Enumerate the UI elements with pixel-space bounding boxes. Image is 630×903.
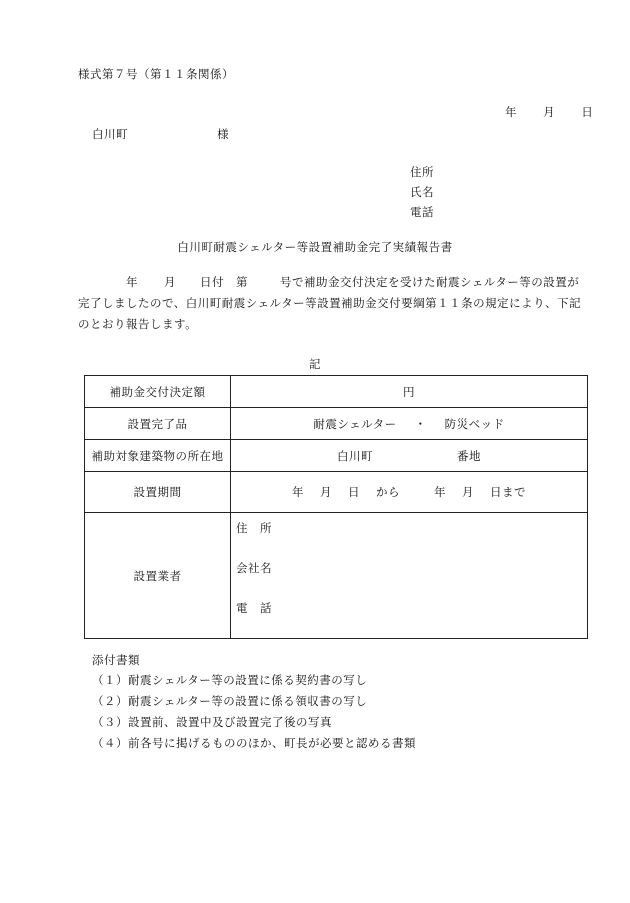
form-number: 様式第７号（第１１条関係）	[78, 67, 234, 81]
report-date	[505, 104, 593, 120]
body-line-1-rest: 号で補助金交付決定を受けた耐震シェルター等の設置が	[280, 275, 580, 289]
list-item: （３）設置前、設置中及び設置完了後の写真	[92, 715, 332, 729]
attachments-list	[92, 670, 416, 754]
table-row	[85, 513, 588, 639]
period-start-month: 月	[320, 485, 332, 499]
item-label: 設置完了品	[85, 408, 231, 440]
addressee-town: 白川町	[92, 127, 128, 141]
vendor-value	[231, 513, 588, 639]
period-end-day: 日まで	[490, 485, 526, 499]
item-value	[231, 408, 588, 440]
period-start-day: 日	[348, 485, 360, 499]
site-town: 白川町	[337, 448, 373, 463]
site-suffix: 番地	[457, 448, 481, 463]
table-row	[85, 440, 588, 472]
body-year: 年	[126, 275, 138, 289]
addressee-suffix: 様	[217, 127, 230, 141]
document-title: 白川町耐震シェルター等設置補助金完了実績報告書	[177, 240, 453, 254]
vendor-company-label: 会社名	[236, 561, 272, 575]
date-month-label: 月	[543, 105, 556, 119]
table-row	[85, 376, 588, 408]
body-line-3: のとおり報告します。	[78, 317, 198, 331]
applicant-block	[410, 162, 434, 222]
site-value	[231, 440, 588, 472]
period-value	[231, 472, 588, 513]
date-day-label: 日	[581, 105, 594, 119]
vendor-address-label: 住 所	[236, 521, 272, 535]
attachments-title: 添付書類	[92, 653, 140, 667]
body-line-2: 完了しましたので、白川町耐震シェルター等設置補助金交付要綱第１１条の規定により、下記	[78, 296, 582, 310]
period-end-month: 月	[462, 485, 474, 499]
period-start-year: 年	[292, 485, 304, 499]
applicant-name-label: 氏名	[410, 185, 434, 199]
applicant-address-label: 住所	[410, 165, 434, 179]
addressee	[92, 126, 229, 142]
table-row	[85, 408, 588, 440]
body-line-1	[78, 272, 593, 293]
list-item: （２）耐震シェルター等の設置に係る領収書の写し	[92, 694, 368, 708]
body-number-prefix: 第	[236, 275, 248, 289]
body-day: 日付	[200, 275, 224, 289]
site-label: 補助対象建築物の所在地	[85, 440, 231, 472]
applicant-phone-label: 電話	[410, 205, 434, 219]
amount-label: 補助金交付決定額	[85, 376, 231, 408]
list-item: （４）前各号に掲げるもののほか、町長が必要と認める書類	[92, 736, 416, 750]
ki-marker: 記	[309, 357, 321, 371]
period-end-year: 年	[434, 485, 446, 499]
vendor-label: 設置業者	[85, 513, 231, 639]
period-label: 設置期間	[85, 472, 231, 513]
body-month: 月	[164, 275, 176, 289]
amount-value: 円	[231, 376, 588, 408]
item-option-shelter: 耐震シェルター	[313, 416, 397, 431]
item-option-bed: 防災ベッド	[444, 416, 505, 431]
table-row	[85, 472, 588, 513]
item-separator: ・	[414, 416, 427, 431]
period-from: から	[376, 485, 400, 499]
vendor-phone-label: 電 話	[236, 601, 272, 615]
date-year-label: 年	[505, 105, 517, 119]
body-text	[78, 272, 593, 335]
list-item: （１）耐震シェルター等の設置に係る契約書の写し	[92, 673, 368, 687]
report-table	[84, 375, 588, 639]
